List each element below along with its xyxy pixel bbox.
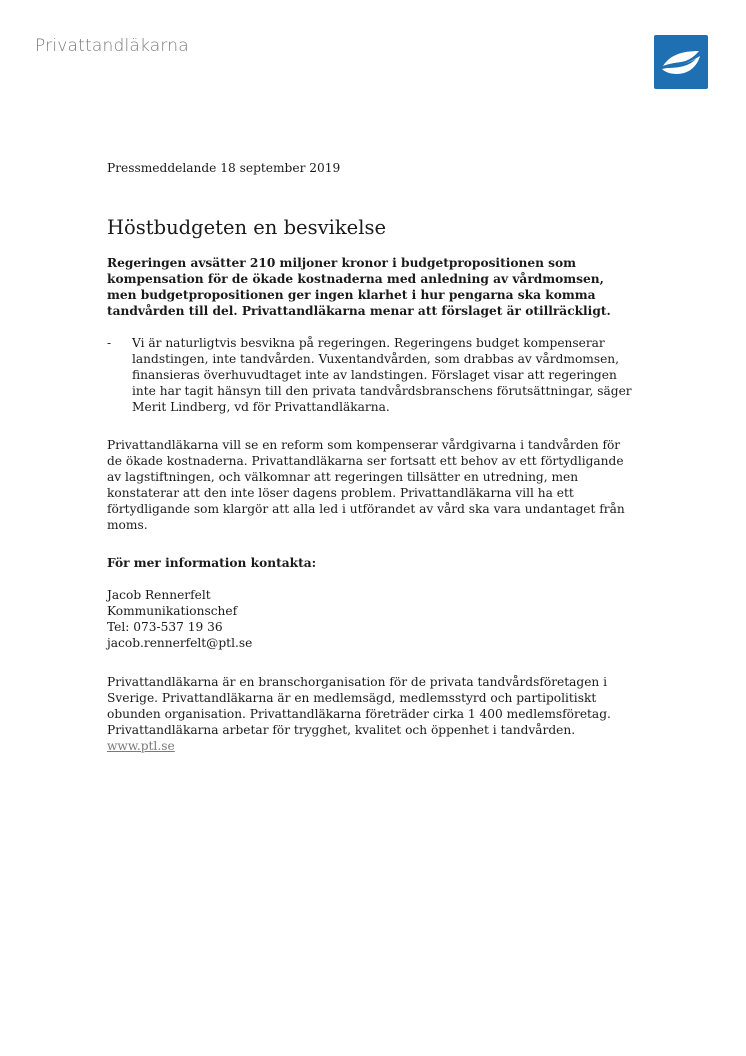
contact-email: jacob.rennerfelt@ptl.se xyxy=(107,636,253,650)
contact-block xyxy=(107,587,637,651)
quote-block xyxy=(107,335,637,415)
contact-phone: Tel: 073-537 19 36 xyxy=(107,620,223,634)
body-paragraph: Privattandläkarna vill se en reform som kompenserar vårdgivarna i tandvården för de ökade kostnaderna. Privattandläkarna ser fortsatt ett behov av ett förtydligande av lagstiftningen, och välkomnar att regeringen tillsätter en utredning, men konstaterar att den inte löser dagens problem. Privattandläkarna vill ha ett förtydligande som klargör att alla led i utförandet av vård ska vara undantaget från moms. xyxy=(107,438,625,532)
ptl-logo-icon xyxy=(654,35,708,89)
about-paragraph xyxy=(107,674,637,754)
page-title: Höstbudgeten en besvikelse xyxy=(107,216,386,239)
release-date: Pressmeddelande 18 september 2019 xyxy=(107,161,341,175)
brand-name: Privattandläkarna xyxy=(35,36,189,56)
website-link[interactable]: www.ptl.se xyxy=(107,739,175,753)
contact-role: Kommunikationschef xyxy=(107,604,238,618)
lead-paragraph: Regeringen avsätter 210 miljoner kronor i budgetpropositionen som kompensation för de ökade kostnaderna med anledning av vårdmomsen, men budgetpropositionen ger ingen klarhet i hur pengarna ska komma tandvården till del. Privattandläkarna menar att förslaget är otillräckligt. xyxy=(107,256,611,318)
lips-logo-icon xyxy=(654,35,708,89)
contact-name: Jacob Rennerfelt xyxy=(107,588,211,602)
quote-text: Vi är naturligtvis besvikna på regeringen. Regeringens budget kompenserar landstingen, inte tandvården. Vuxentandvården, som drabbas av vårdmomsen, finansieras överhuvudtaget inte av landstingen. Förslaget visar att regeringen inte har tagit hänsyn till den privata tandvårdsbranschens förutsättningar, säger Merit Lindberg, vd för Privattandläkarna. xyxy=(132,336,632,414)
contact-heading: För mer information kontakta: xyxy=(107,556,317,570)
quote-dash: - xyxy=(107,336,112,350)
about-text: Privattandläkarna är en branschorganisation för de privata tandvårdsföretagen i Sverige. Privattandläkarna är en medlemsägd, medlemsstyrd och partipolitiskt obunden organisation. Privattandläkarna företräder cirka 1 400 medlemsföretag. Privattandläkarna arbetar för trygghet, kvalitet och öppenhet i tandvården. xyxy=(107,675,611,737)
press-release xyxy=(107,160,637,776)
